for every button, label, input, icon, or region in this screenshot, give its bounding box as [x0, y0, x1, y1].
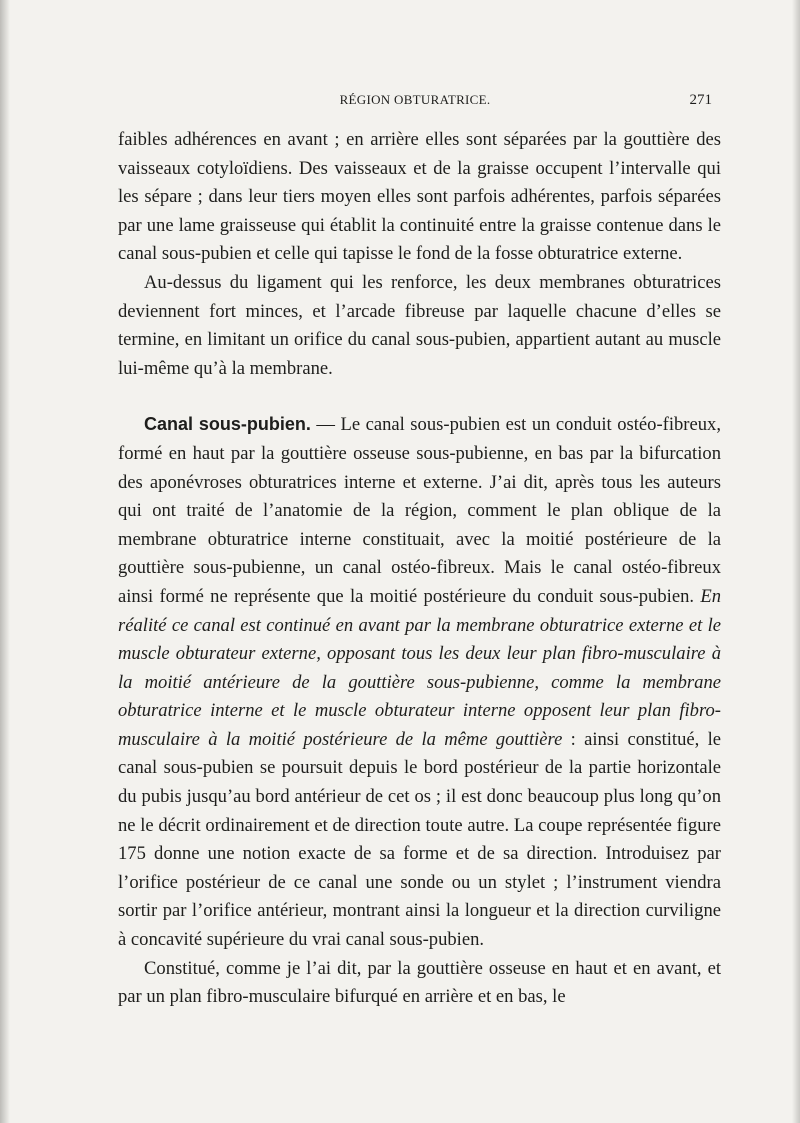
paragraph-1: faibles adhérences en avant ; en arrière elles sont séparées par la gouttière des vaisseaux cotyloïdiens. Des vaisseaux et de la graisse occupent l’intervalle qui les sépare ; dans leur tiers moyen elles sont parfois adhérentes, parfois séparées par une lame graisseuse qui établit la continuité entre la graisse contenue dans le canal sous-pubien et celle qui tapisse le fond de la fosse obturatrice externe. — [118, 129, 721, 265]
running-title: RÉGION OBTURATRICE. — [339, 92, 491, 107]
page-number: 271 — [689, 92, 712, 108]
section-gap — [118, 383, 721, 410]
paragraph-4: Constitué, comme je l’ai dit, par la gouttière osseuse en haut et en avant, et par un plan fibro-musculaire bifurqué en arrière et en bas, le — [118, 957, 721, 1008]
paragraph-3 — [118, 410, 721, 954]
section-heading: Canal sous-pubien. — [144, 414, 311, 435]
running-head — [118, 92, 712, 112]
paragraph-3-italic: En réalité ce canal est continué en avant par la membrane obturatrice externe et le muscle obturateur externe, opposant tous les deux leur plan fibro-musculaire à la moitié antérieure de la gouttière sous-pubienne, comme la membrane obturatrice interne et le muscle obturateur interne opposent leur plan fibro-musculaire à la moitié postérieure de la même gouttière — [118, 585, 721, 750]
paragraph-2: Au-dessus du ligament qui les renforce, les deux membranes obturatrices deviennent fort minces, et l’arcade fibreuse par laquelle chacune d’elles se termine, en limitant un orifice du canal sous-pubien, appartient autant au muscle lui-même qu’à la membrane. — [118, 271, 721, 379]
paragraph-3-text-a: — Le canal sous-pubien est un conduit ostéo-fibreux, formé en haut par la gouttière osseuse sous-pubienne, en bas par la bifurcation des aponévroses obturatrices interne et externe. J’ai dit, après tous les auteurs qui ont traité de l’anatomie de la région, comment le plan oblique de la membrane obturatrice interne constituait, avec la moitié postérieure de la gouttière sous-pubienne, un canal ostéo-fibreux. Mais le canal ostéo-fibreux ainsi formé ne représente que la moitié postérieure du conduit sous-pubien. — [118, 414, 721, 607]
body-text — [118, 126, 721, 1012]
paragraph-3-text-b: : ainsi constitué, le canal sous-pubien se poursuit depuis le bord postérieur de la partie horizontale du pubis jusqu’au bord antérieur de cet os ; il est donc beaucoup plus long qu’on ne le décrit ordinairement et de direction toute autre. La coupe représentée figure 175 donne une notion exacte de sa forme et de sa direction. Introduisez par l’orifice postérieur de ce canal une sonde ou un stylet ; l’instrument viendra sortir par l’orifice antérieur, montrant ainsi la longueur et la direction curviligne à concavité supérieure du vrai canal sous-pubien. — [118, 728, 721, 951]
